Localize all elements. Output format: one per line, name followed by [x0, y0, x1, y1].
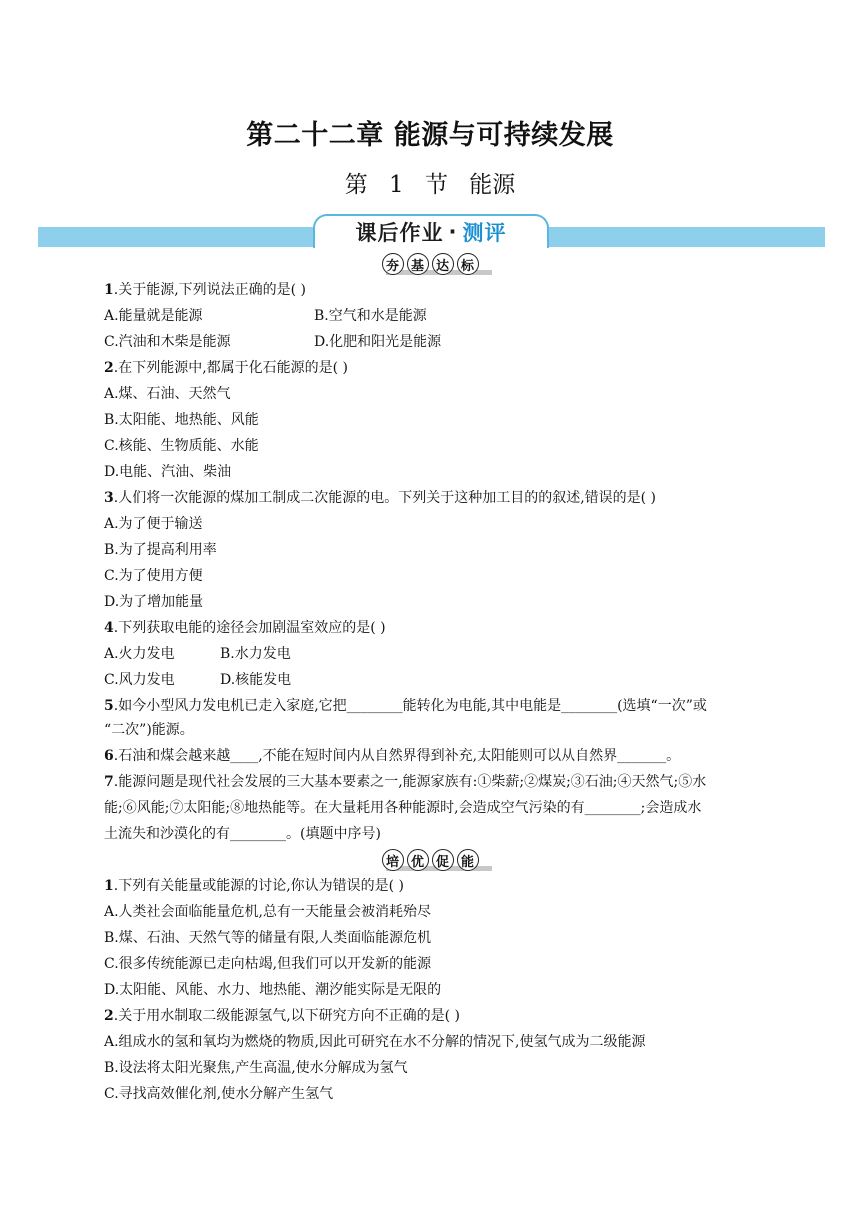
question-number: 2 [104, 360, 114, 376]
badge-char: 促 [432, 849, 454, 871]
badge-char: 培 [382, 849, 404, 871]
option-a: A.能量就是能源 [104, 308, 203, 324]
question-number: 6 [104, 748, 114, 764]
option-c: C.核能、生物质能、水能 [104, 438, 259, 454]
question-6 [104, 747, 680, 765]
option-b: B.设法将太阳光聚焦,产生高温,使水分解成为氢气 [104, 1060, 408, 1076]
question-text: .关于能源,下列说法正确的是( ) [113, 282, 307, 298]
option-a: A.为了便于输送 [104, 516, 203, 532]
option-b: B.水力发电 [220, 646, 291, 662]
option-d: D.化肥和阳光是能源 [314, 334, 442, 350]
badge-char: 标 [457, 253, 479, 275]
question-5 [104, 697, 707, 715]
question-number: 7 [104, 774, 114, 790]
banner-accent-label: 测评 [462, 221, 507, 245]
badge-char: 达 [432, 253, 454, 275]
badge-char: 夯 [382, 253, 404, 275]
question-text: .在下列能源中,都属于化石能源的是( ) [113, 360, 349, 376]
chapter-title: 第二十二章 能源与可持续发展 [246, 120, 614, 151]
question-text: .能源问题是现代社会发展的三大基本要素之一,能源家族有:①柴薪;②煤炭;③石油;④天然气;⑤水 [113, 774, 707, 790]
question-5-continued: “二次”)能源。 [104, 722, 194, 738]
option-c: C.为了使用方便 [104, 568, 203, 584]
question-text: .下列有关能量或能源的讨论,你认为错误的是( ) [113, 878, 405, 894]
option-b: B.太阳能、地热能、风能 [104, 412, 259, 428]
question-2 [104, 1007, 460, 1025]
option-a: A.煤、石油、天然气 [104, 386, 231, 402]
option-c: C.汽油和木柴是能源 [104, 334, 231, 350]
question-1 [104, 281, 306, 299]
option-c: C.很多传统能源已走向枯竭,但我们可以开发新的能源 [104, 956, 432, 972]
option-a: A.组成水的氢和氧均为燃烧的物质,因此可研究在水不分解的情况下,使氢气成为二级能源 [104, 1034, 646, 1050]
question-7 [104, 773, 706, 791]
question-text: .下列获取电能的途径会加剧温室效应的是( ) [113, 620, 386, 636]
section-badge-advanced [0, 847, 860, 873]
question-number: 3 [104, 490, 114, 506]
option-d: D.为了增加能量 [104, 594, 204, 610]
option-d: D.电能、汽油、柴油 [104, 464, 232, 480]
option-a: A.人类社会面临能量危机,总有一天能量会被消耗殆尽 [104, 904, 432, 920]
option-c: C.风力发电 [104, 672, 175, 688]
question-number: 5 [104, 698, 114, 714]
banner-dot: · [448, 220, 458, 244]
question-text: .如今小型风力发电机已走入家庭,它把________能转化为电能,其中电能是________(选填“一次”或 [113, 698, 707, 714]
question-3 [104, 489, 656, 507]
option-b: B.为了提高利用率 [104, 542, 217, 558]
option-a: A.火力发电 [104, 646, 175, 662]
option-d: D.太阳能、风能、水力、地热能、潮汐能实际是无限的 [104, 982, 442, 998]
option-c: C.寻找高效催化剂,使水分解产生氢气 [104, 1086, 334, 1102]
banner-label: 课后作业 [355, 221, 444, 245]
question-2 [104, 359, 348, 377]
option-b: B.煤、石油、天然气等的储量有限,人类面临能源危机 [104, 930, 432, 946]
question-7-continued: 能;⑥风能;⑦太阳能;⑧地热能等。在大量耗用各种能源时,会造成空气污染的有________;会造成水 [104, 800, 702, 816]
question-1 [104, 877, 404, 895]
badge-char: 基 [407, 253, 429, 275]
section-badge-basic [0, 251, 860, 277]
badge-char: 优 [407, 849, 429, 871]
question-text: .人们将一次能源的煤加工制成二次能源的电。下列关于这种加工目的的叙述,错误的是( ) [113, 490, 657, 506]
badge-char: 能 [457, 849, 479, 871]
homework-banner [313, 214, 549, 248]
question-number: 2 [104, 1008, 114, 1024]
question-number: 1 [104, 282, 114, 298]
option-b: B.空气和水是能源 [314, 308, 427, 324]
question-4 [104, 619, 386, 637]
question-text: .关于用水制取二级能源氢气,以下研究方向不正确的是( ) [113, 1008, 461, 1024]
option-d: D.核能发电 [220, 672, 292, 688]
question-number: 4 [104, 620, 114, 636]
section-title: 第 1 节 能源 [344, 172, 516, 198]
question-7-continued: 土流失和沙漠化的有________。(填题中序号) [104, 826, 381, 842]
question-number: 1 [104, 878, 114, 894]
question-text: .石油和煤会越来越____,不能在短时间内从自然界得到补充,太阳能则可以从自然界_______。 [113, 748, 681, 764]
